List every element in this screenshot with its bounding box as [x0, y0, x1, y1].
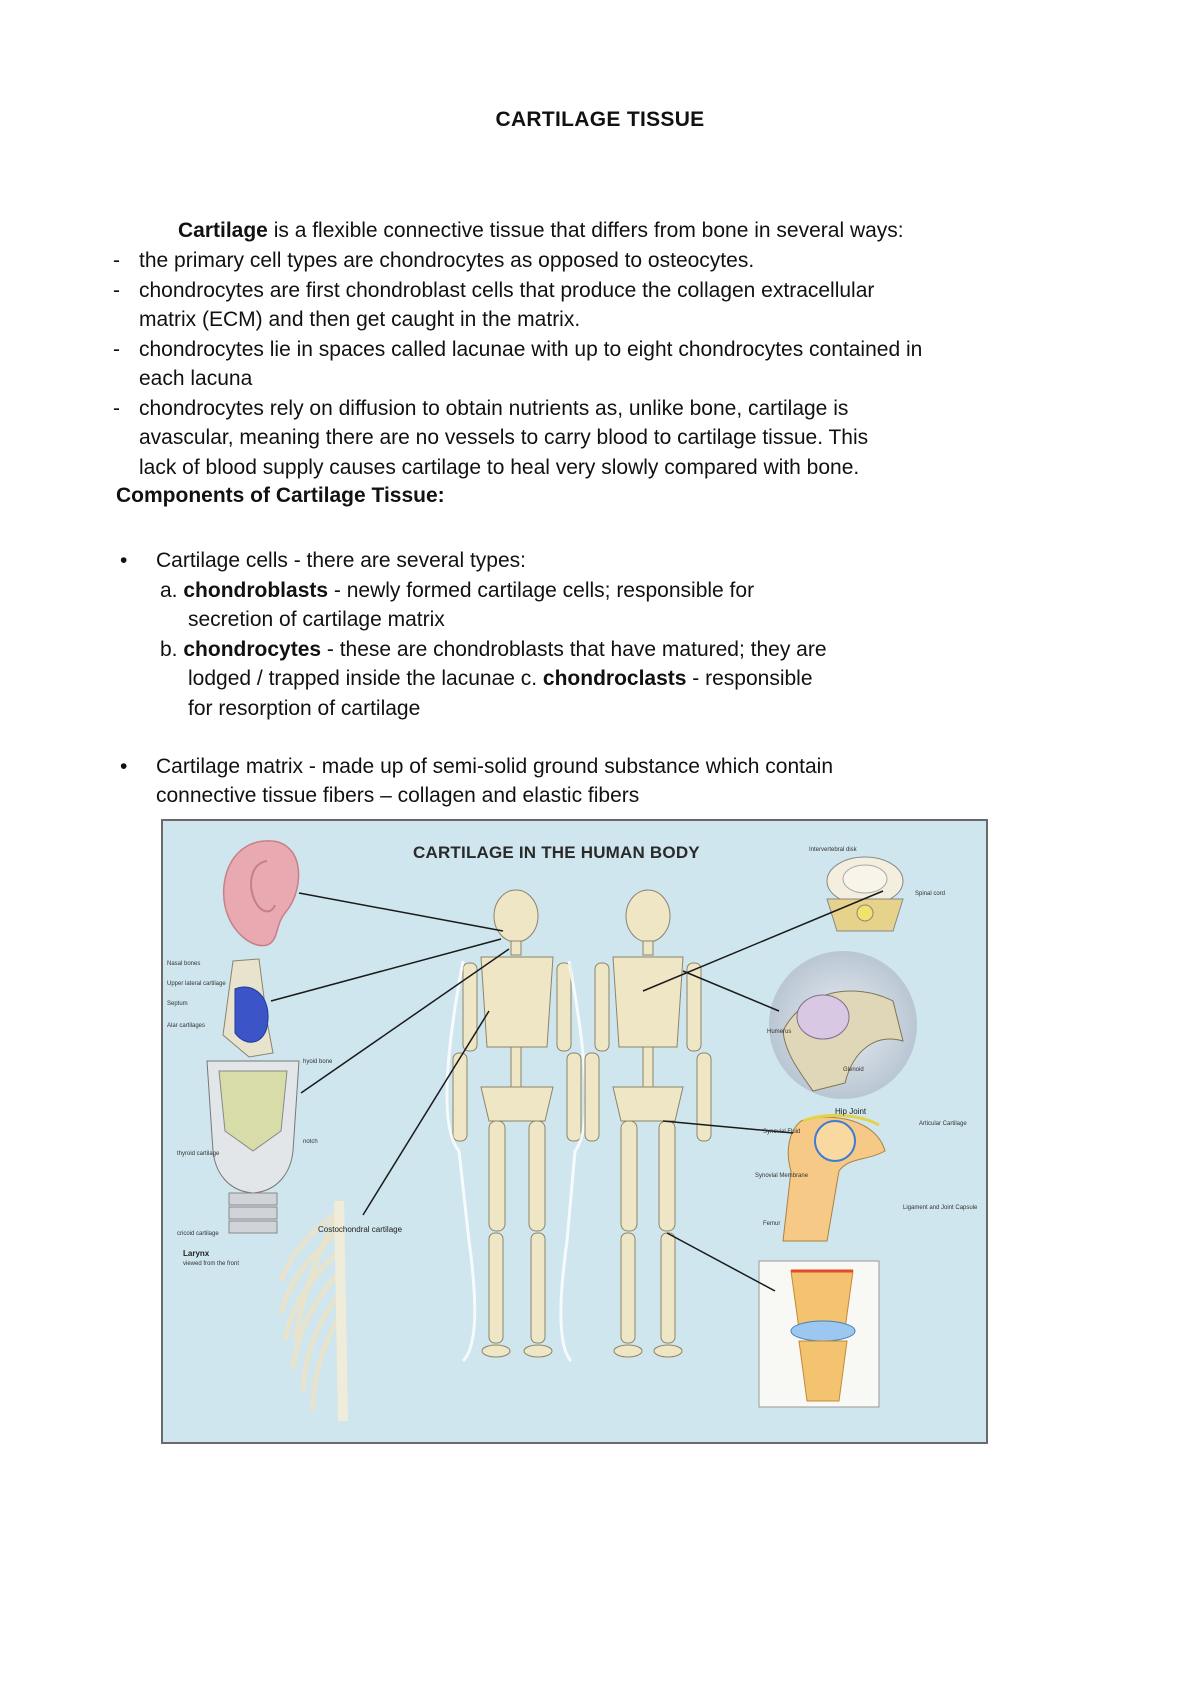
upper-lateral-label: Upper lateral cartilage: [167, 981, 226, 987]
matrix-line-1: Cartilage matrix - made up of semi-solid ground substance which contain: [156, 755, 833, 778]
cells-item-a-cont: secretion of cartilage matrix: [188, 608, 445, 631]
cells-item-c-cont: for resorption of cartilage: [188, 697, 421, 720]
nose-illustration: [223, 959, 273, 1057]
costochondral-label: Costochondral cartilage: [318, 1225, 403, 1234]
difference-item: - chondrocytes rely on diffusion to obtain nutrients as, unlike bone, cartilage is avascular, meaning there are no vessels to carry blood to cartilage tissue. This lack of blood supply causes cartilage to heal very slowly compared with bone.: [113, 394, 1073, 483]
cells-item-a: [160, 576, 754, 606]
cricoid-cartilage-label: cricoid cartilage: [177, 1231, 219, 1237]
notch-label: notch: [303, 1139, 318, 1145]
synovial-fluid-label: Synovial Fluid: [763, 1129, 801, 1135]
components-heading: Components of Cartilage Tissue:: [116, 484, 445, 507]
humerus-label: Humerus: [767, 1029, 792, 1035]
matrix-line-2: connective tissue fibers – collagen and elastic fibers: [156, 784, 640, 807]
hyoid-bone-label: hyoid bone: [303, 1059, 333, 1065]
intro-rest: is a flexible connective tissue that differs from bone in several ways:: [267, 219, 904, 242]
larynx-illustration: [207, 1061, 299, 1233]
difference-item: - chondrocytes are first chondroblast cells that produce the collagen extracellular matrix (ECM) and then get caught in the matrix.: [113, 276, 1073, 335]
intro-paragraph: [178, 216, 904, 246]
spinal-cord-label: Spinal cord: [915, 891, 946, 897]
term-chondroclasts: chondroclasts: [542, 667, 687, 690]
item-text: - newly formed cartilage cells; responsible for: [328, 579, 755, 602]
item-text: lodged / trapped inside the lacunae c.: [188, 667, 543, 690]
hip-joint-label: Hip Joint: [835, 1107, 867, 1116]
intro-term: Cartilage: [178, 219, 268, 242]
figure-illustration: [163, 821, 986, 1442]
bullet-marker: •: [120, 549, 128, 572]
difference-item: - the primary cell types are chondrocytes as opposed to osteocytes.: [113, 246, 1073, 276]
femur-label: Femur: [763, 1221, 781, 1227]
item-marker: a.: [160, 579, 178, 602]
difference-list: [113, 246, 1073, 482]
term-chondrocytes: chondrocytes: [183, 638, 322, 661]
difference-item: - chondrocytes lie in spaces called lacunae with up to eight chondrocytes contained in each lacuna: [113, 335, 1073, 394]
cells-item-b: [160, 635, 827, 665]
cells-item-b-cont: [188, 664, 813, 694]
articular-cartilage-label: Articular Cartilage: [919, 1121, 967, 1127]
item-marker: b.: [160, 638, 178, 661]
vertebra-illustration: [827, 857, 903, 931]
ear-illustration: [224, 841, 299, 946]
shoulder-illustration: [769, 951, 917, 1099]
ligament-capsule-label: Ligament and Joint Capsule: [903, 1205, 978, 1211]
septum-label: Septum: [167, 1001, 188, 1007]
term-chondroblasts: chondroblasts: [183, 579, 329, 602]
synovial-membrane-label: Synovial Membrane: [755, 1173, 809, 1179]
document-title: CARTILAGE TISSUE: [495, 108, 705, 131]
knee-illustration: [759, 1261, 879, 1407]
item-text: - responsible: [686, 667, 813, 690]
glenoid-label: Glenoid: [843, 1067, 864, 1073]
item-text: - these are chondroblasts that have matured; they are: [321, 638, 827, 661]
intervertebral-label: Intervertebral disk: [809, 847, 857, 853]
nasal-bones-label: Nasal bones: [167, 961, 201, 967]
bullet-marker: •: [120, 755, 128, 778]
thyroid-cartilage-label: thyroid cartilage: [177, 1151, 220, 1157]
larynx-label: Larynx: [183, 1249, 210, 1258]
alar-label: Alar cartilages: [167, 1023, 206, 1029]
cartilage-figure: [161, 819, 988, 1444]
figure-title: CARTILAGE IN THE HUMAN BODY: [413, 843, 700, 862]
larynx-sub-label: viewed from the front: [183, 1261, 240, 1267]
cells-lead: Cartilage cells - there are several types:: [156, 549, 526, 572]
